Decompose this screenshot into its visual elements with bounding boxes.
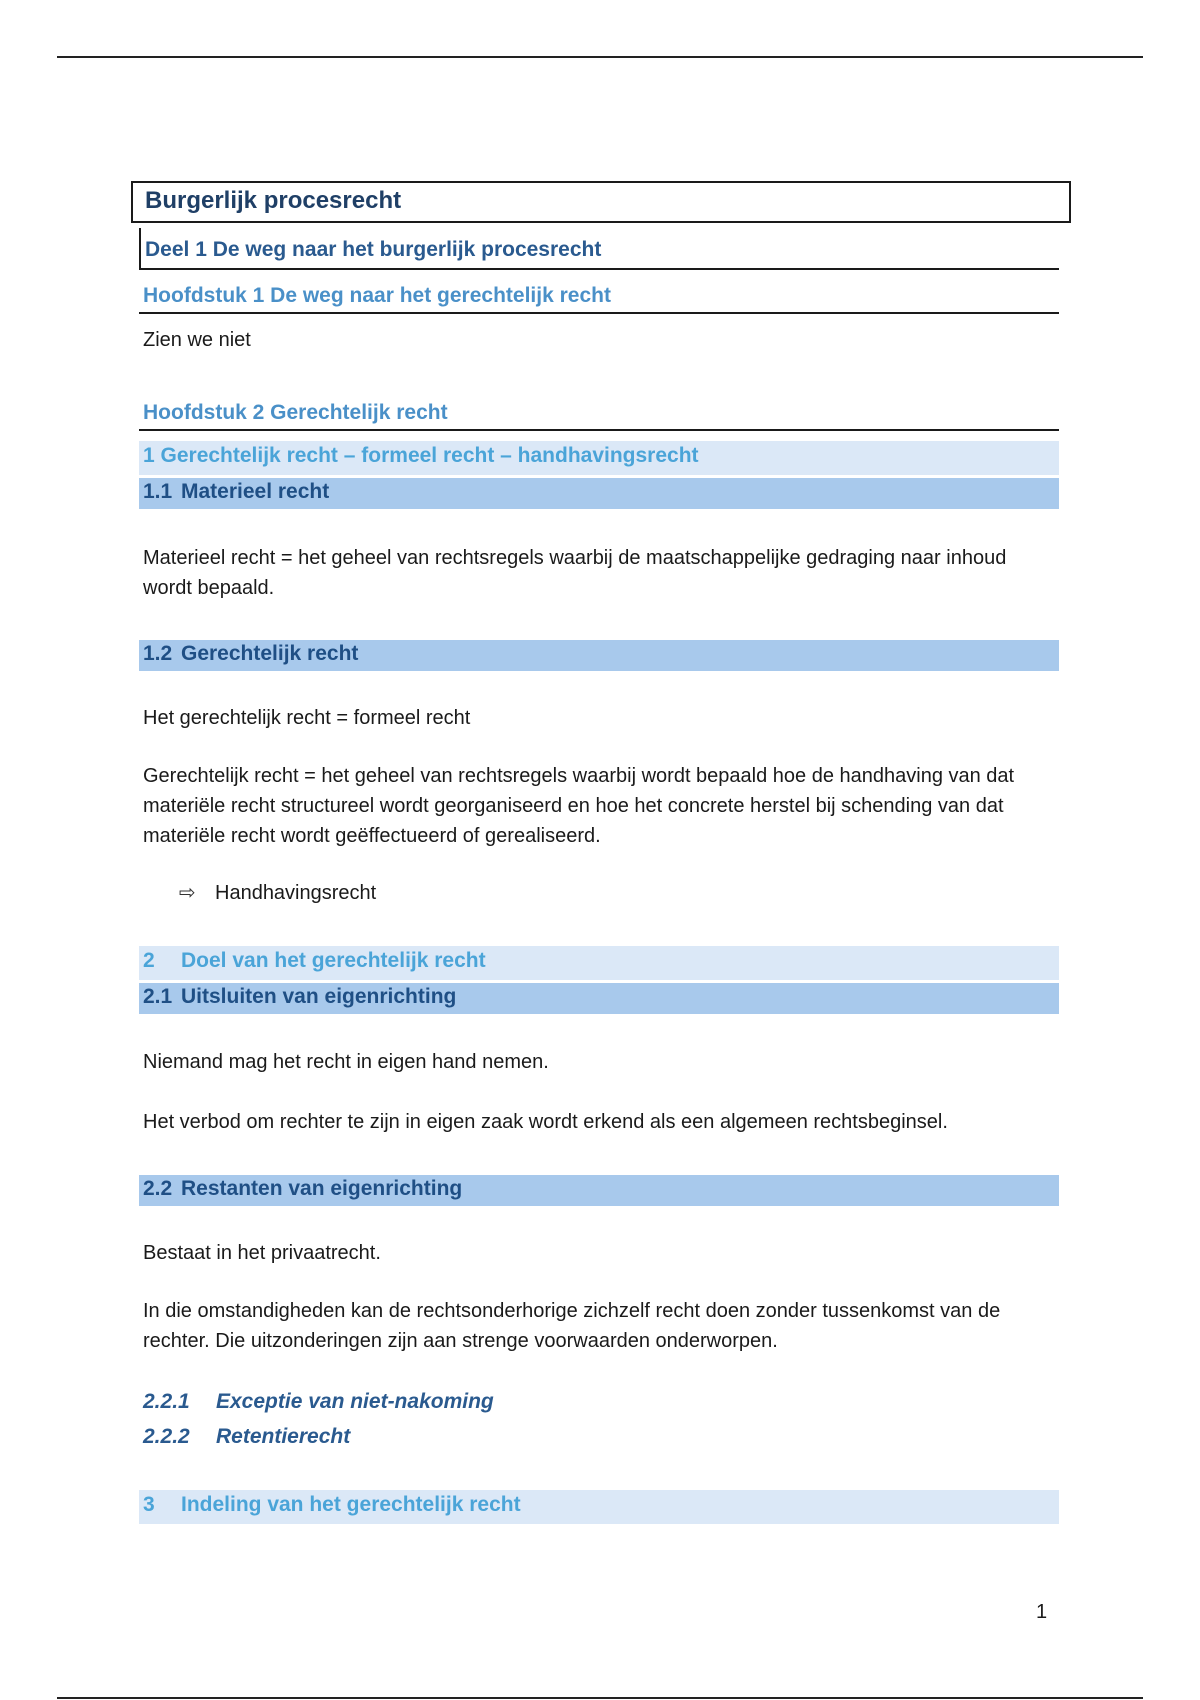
section-title: Indeling van het gerechtelijk recht bbox=[181, 1493, 521, 1516]
page-bottom-rule bbox=[57, 1697, 1143, 1699]
section-title: Uitsluiten van eigenrichting bbox=[181, 985, 457, 1008]
formeel-recht-paragraph: Het gerechtelijk recht = formeel recht bbox=[143, 707, 471, 729]
page-top-rule bbox=[57, 56, 1143, 58]
section-2-2-2-heading bbox=[139, 1425, 1059, 1449]
section-number: 2 bbox=[143, 949, 155, 972]
section-3-heading bbox=[139, 1490, 1059, 1524]
gerechtelijk-recht-paragraph: Gerechtelijk recht = het geheel van rechtsregels waarbij wordt bepaald hoe de handhaving van dat materiële recht structureel wordt georganiseerd en hoe het concrete herstel bij schending van dat materiële recht wordt geëffectueerd of gerealiseerd. bbox=[143, 765, 1015, 847]
bestaat-paragraph: Bestaat in het privaatrecht. bbox=[143, 1242, 381, 1264]
omstandigheden-paragraph: In die omstandigheden kan de rechtsonderhorige zichzelf recht doen zonder tussenkomst van de rechter. Die uitzonderingen zijn aan strenge voorwaarden onderworpen. bbox=[143, 1300, 1001, 1352]
hoofdstuk-1-heading: Hoofdstuk 1 De weg naar het gerechtelijk recht bbox=[139, 280, 1059, 314]
handhavingsrecht-arrow-item bbox=[139, 880, 1059, 905]
section-title: Restanten van eigenrichting bbox=[181, 1177, 463, 1200]
arrow-item-text: Handhavingsrecht bbox=[215, 882, 377, 904]
document-title: Burgerlijk procesrecht bbox=[131, 181, 1071, 223]
verbod-paragraph: Het verbod om rechter te zijn in eigen zaak wordt erkend als een algemeen rechtsbeginsel. bbox=[143, 1111, 948, 1133]
section-number: 1.2 bbox=[143, 642, 173, 665]
section-1-heading: 1 Gerechtelijk recht – formeel recht – handhavingsrecht bbox=[139, 441, 1059, 475]
section-title: Gerechtelijk recht bbox=[181, 642, 359, 665]
section-number: 2.2 bbox=[143, 1177, 173, 1200]
section-title: Doel van het gerechtelijk recht bbox=[181, 949, 486, 972]
arrow-right-icon: ⇨ bbox=[179, 882, 196, 904]
section-number: 3 bbox=[143, 1493, 155, 1516]
hoofdstuk-2-heading: Hoofdstuk 2 Gerechtelijk recht bbox=[139, 397, 1059, 431]
section-1-1-heading bbox=[139, 478, 1059, 509]
section-title: Retentierecht bbox=[216, 1425, 351, 1448]
deel-heading: Deel 1 De weg naar het burgerlijk procesrecht bbox=[139, 228, 1059, 270]
zien-we-niet-text: Zien we niet bbox=[143, 329, 251, 351]
page-number: 1 bbox=[1036, 1601, 1048, 1623]
section-2-2-heading bbox=[139, 1175, 1059, 1206]
section-2-1-heading bbox=[139, 983, 1059, 1014]
section-2-heading bbox=[139, 946, 1059, 980]
section-number: 2.2.2 bbox=[143, 1425, 190, 1448]
section-number: 2.1 bbox=[143, 985, 173, 1008]
niemand-paragraph: Niemand mag het recht in eigen hand nemen. bbox=[143, 1051, 549, 1073]
section-2-2-1-heading bbox=[139, 1390, 1059, 1414]
section-title: Exceptie van niet-nakoming bbox=[216, 1390, 494, 1413]
section-number: 1.1 bbox=[143, 480, 173, 503]
section-title: Materieel recht bbox=[181, 480, 330, 503]
materieel-recht-paragraph: Materieel recht = het geheel van rechtsregels waarbij de maatschappelijke gedraging naar inhoud wordt bepaald. bbox=[143, 547, 1007, 599]
section-number: 2.2.1 bbox=[143, 1390, 190, 1413]
section-1-2-heading bbox=[139, 640, 1059, 671]
